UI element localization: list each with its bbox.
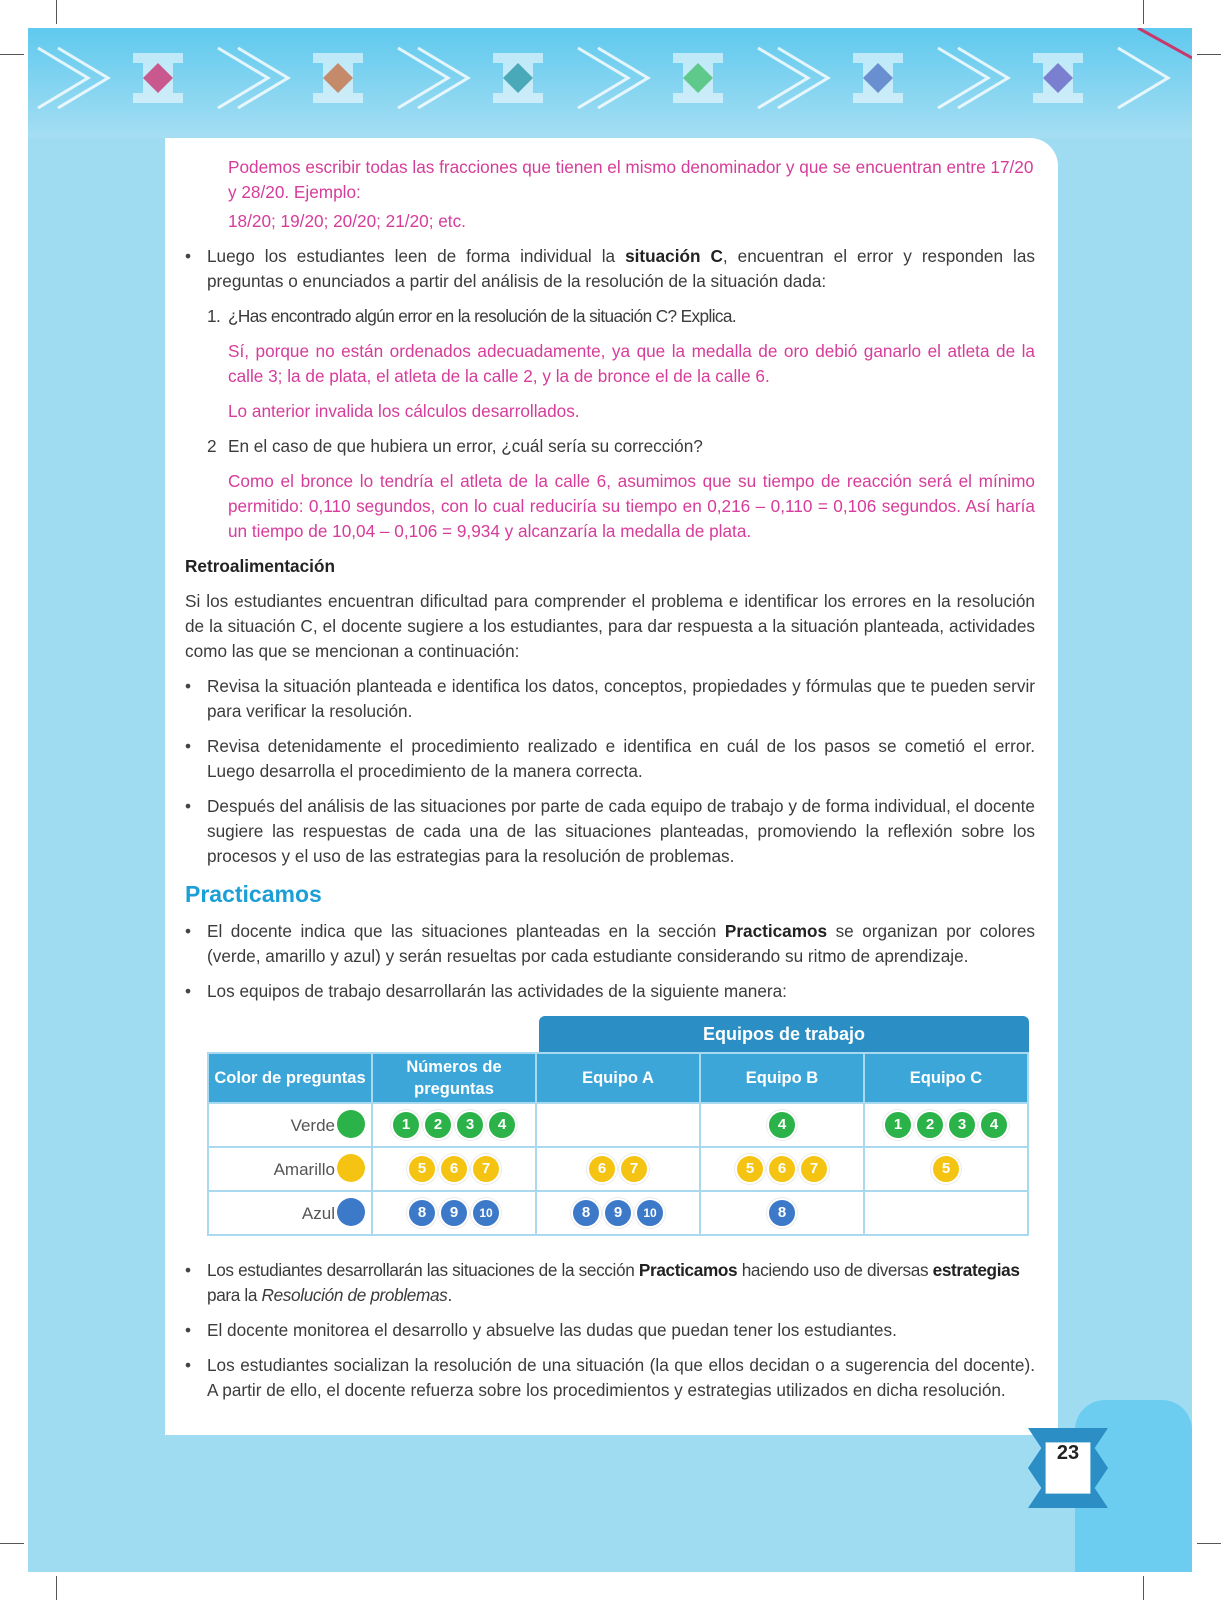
table-header-cell: Números de preguntas: [372, 1053, 536, 1103]
badge-list: [883, 1110, 1009, 1140]
retroalimentacion-paragraph: Si los estudiantes encuentran dificultad para comprender el problema e identificar los errores en la resolución de la situación C, el docente sugiere a los estudiantes, para dar respuesta a la situación planteada, actividades como las que se mencionan a continuación:: [185, 591, 1035, 661]
retro-bullet: • Revisa la situación planteada e identifica los datos, conceptos, propiedades y fórmulas que te pueden servir para verificar la resolución.: [185, 674, 1035, 724]
color-label: Azul: [301, 1203, 335, 1223]
bullet-bold: situación C: [625, 246, 723, 266]
bullet-bold: Practicamos: [724, 921, 828, 941]
question-number-badge: 4: [767, 1110, 797, 1140]
question-2: [185, 434, 1035, 459]
question-number: 2: [207, 436, 217, 456]
trim-mark: [0, 54, 24, 55]
bullet-text: .: [447, 1285, 452, 1305]
practicamos-bullet: • Los equipos de trabajo desarrollarán las actividades de la siguiente manera:: [185, 979, 1035, 1004]
trim-mark: [1143, 1576, 1144, 1600]
question-number-badge: 6: [587, 1154, 617, 1184]
answer-1b: Lo anterior invalida los cálculos desarrollados.: [228, 401, 580, 421]
question-number-badge: 10: [471, 1198, 501, 1228]
table-header-cell: Equipo A: [536, 1053, 700, 1103]
question-number-badge: 3: [947, 1110, 977, 1140]
yellow-dot-icon: [337, 1154, 365, 1182]
trim-mark: [1143, 0, 1144, 24]
badge-cell: [700, 1191, 864, 1235]
badge-list: [931, 1154, 961, 1184]
badge-list: [767, 1110, 797, 1140]
bullet-text: para la: [207, 1285, 262, 1305]
bullet-situacion-c: [185, 244, 1035, 294]
decorative-banner: [28, 28, 1192, 138]
equipos-header: Equipos de trabajo: [539, 1016, 1029, 1052]
question-text: ¿Has encontrado algún error en la resolución de la situación C? Explica.: [228, 306, 737, 326]
practicamos-bullet: • El docente monitorea el desarrollo y absuelve las dudas que puedan tener los estudiantes.: [185, 1318, 1035, 1343]
color-label: Verde: [290, 1115, 335, 1135]
question-number-badge: 7: [619, 1154, 649, 1184]
trim-mark: [56, 1576, 57, 1600]
example-fractions: 18/20; 19/20; 20/20; 21/20; etc.: [228, 211, 466, 231]
question-number-badge: 3: [455, 1110, 485, 1140]
question-1: [185, 304, 1035, 329]
badge-cell: [536, 1147, 700, 1191]
equipos-table: [185, 1016, 1035, 1244]
question-number-badge: 10: [635, 1198, 665, 1228]
bullet-text: El docente indica que las situaciones planteadas en la sección: [207, 921, 725, 941]
badge-cell: [372, 1191, 536, 1235]
practicamos-bullet: [185, 919, 1035, 969]
badge-list: [735, 1154, 829, 1184]
color-label: Amarillo: [273, 1159, 335, 1179]
retro-bullet: • Revisa detenidamente el procedimiento realizado e identifica en cuál de los pasos se cometió el error. Luego desarrolla el procedimiento de la manera correcta.: [185, 734, 1035, 784]
color-cell: [208, 1103, 372, 1147]
question-number-badge: 6: [767, 1154, 797, 1184]
badge-cell: [864, 1147, 1028, 1191]
question-number-badge: 4: [979, 1110, 1009, 1140]
retroalimentacion-heading: Retroalimentación: [185, 556, 335, 576]
trim-mark: [56, 0, 57, 24]
question-number-badge: 2: [423, 1110, 453, 1140]
answer-1: Sí, porque no están ordenados adecuadamente, ya que la medalla de oro debió ganarlo el atleta de la calle 3; la de plata, el atleta de la calle 2, y la de bronce el de la calle 6.: [228, 341, 1035, 386]
question-number-badge: 6: [439, 1154, 469, 1184]
question-number-badge: 7: [799, 1154, 829, 1184]
table-row: [208, 1103, 1028, 1147]
bullet-text: , encuentran el error y responden las preguntas o enunciados a partir del análisis de la resolución de la situación dada:: [207, 246, 1035, 291]
question-number-badge: 2: [915, 1110, 945, 1140]
question-number-badge: 5: [931, 1154, 961, 1184]
bullet-text: Luego los estudiantes leen de forma individual la: [207, 246, 626, 266]
example-text: Podemos escribir todas las fracciones que tienen el mismo denominador y que se encuentran entre 17/20 y 28/20. Ejemplo:: [228, 157, 1034, 202]
question-number-badge: 1: [883, 1110, 913, 1140]
trim-mark: [0, 1543, 24, 1544]
bullet-text: se organizan por colores (verde, amarillo y azul) y serán resueltas por cada estudiante considerando su ritmo de aprendizaje.: [207, 921, 1035, 966]
badge-list: [571, 1198, 665, 1228]
question-number-badge: 9: [603, 1198, 633, 1228]
badge-list: [767, 1198, 797, 1228]
badge-list: [391, 1110, 517, 1140]
question-number-badge: 1: [391, 1110, 421, 1140]
color-cell: [208, 1147, 372, 1191]
practicamos-bullet: [185, 1258, 1035, 1308]
equipos-grid: [207, 1052, 1029, 1236]
table-header-cell: Equipo C: [864, 1053, 1028, 1103]
badge-list: [407, 1198, 501, 1228]
table-row: [208, 1191, 1028, 1235]
table-header-cell: Equipo B: [700, 1053, 864, 1103]
badge-list: [587, 1154, 649, 1184]
question-number-badge: 5: [407, 1154, 437, 1184]
table-row: [208, 1147, 1028, 1191]
trim-mark: [1197, 54, 1221, 55]
badge-cell: [372, 1103, 536, 1147]
answer-2: Como el bronce lo tendría el atleta de la calle 6, asumimos que su tiempo de reacción será el mínimo permitido: 0,110 segundos, con lo cual reduciría su tiempo en 0,216 – 0,110 = 0,106 segundos. Así haría un tiempo de 10,04 – 0,106 = 9,934 y alcanzaría la medalla de plata.: [228, 471, 1035, 541]
bullet-text: haciendo uso de diversas: [737, 1260, 933, 1280]
badge-cell: [700, 1103, 864, 1147]
badge-cell: [864, 1103, 1028, 1147]
practicamos-heading: Practicamos: [185, 881, 322, 907]
bullet-bold: Practicamos: [638, 1260, 738, 1280]
question-number: 1.: [207, 306, 221, 326]
badge-cell: [536, 1191, 700, 1235]
table-header-row: [208, 1053, 1028, 1103]
question-number-badge: 5: [735, 1154, 765, 1184]
question-number-badge: 7: [471, 1154, 501, 1184]
question-number-badge: 8: [571, 1198, 601, 1228]
question-number-badge: 8: [407, 1198, 437, 1228]
table-header-cell: Color de preguntas: [208, 1053, 372, 1103]
bullet-bold: estrategias: [932, 1260, 1020, 1280]
badge-list: [407, 1154, 501, 1184]
bullet-italic: Resolución de problemas: [261, 1285, 448, 1305]
badge-cell: [700, 1147, 864, 1191]
page-content: [185, 155, 1035, 1413]
question-text: En el caso de que hubiera un error, ¿cuál sería su corrección?: [228, 436, 703, 456]
page-number: 23: [1056, 1442, 1080, 1464]
practicamos-bullet: • Los estudiantes socializan la resolución de una situación (la que ellos decidan o a sugerencia del docente). A partir de ello, el docente refuerza sobre los procedimientos y estrategias utilizados en dicha resolución.: [185, 1353, 1035, 1403]
retro-bullet: • Después del análisis de las situaciones por parte de cada equipo de trabajo y de forma individual, el docente sugiere las respuestas de cada una de las situaciones planteadas, promoviendo la reflexión sobre los procesos y el uso de las estrategias para la resolución de problemas.: [185, 794, 1035, 869]
question-number-badge: 8: [767, 1198, 797, 1228]
bullet-text: Los estudiantes desarrollarán las situaciones de la sección: [207, 1260, 639, 1280]
badge-cell: [372, 1147, 536, 1191]
trim-mark: [1197, 1543, 1221, 1544]
badge-cell: [536, 1103, 700, 1147]
green-dot-icon: [337, 1110, 365, 1138]
question-number-badge: 9: [439, 1198, 469, 1228]
blue-dot-icon: [337, 1198, 365, 1226]
color-cell: [208, 1191, 372, 1235]
question-number-badge: 4: [487, 1110, 517, 1140]
badge-cell: [864, 1191, 1028, 1235]
